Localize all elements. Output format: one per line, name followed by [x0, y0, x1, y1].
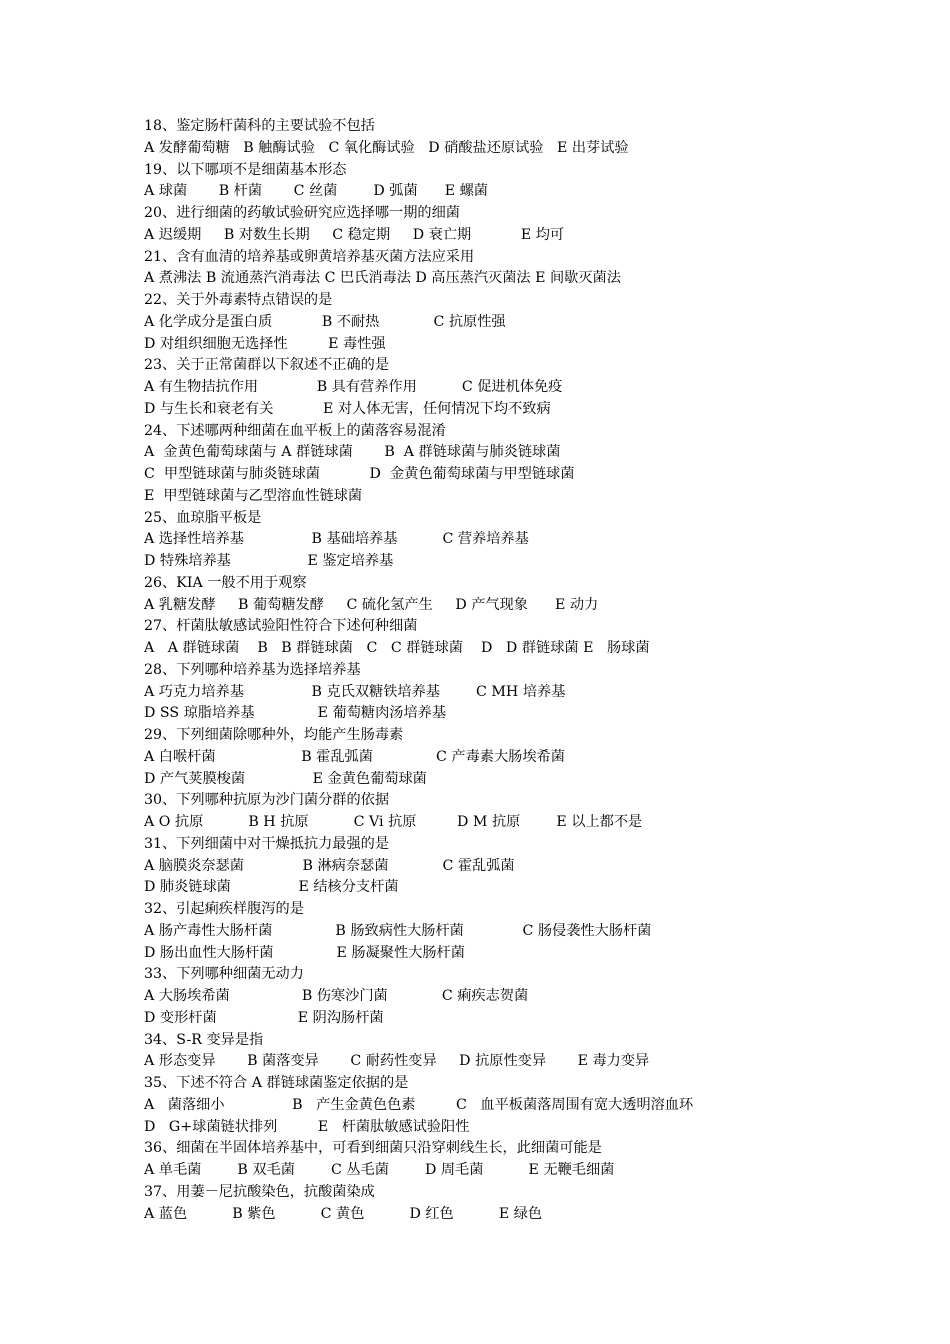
text-line: 33、下列哪种细菌无动力	[144, 966, 304, 983]
text-line: 21、含有血清的培养基或卵黄培养基灭菌方法应采用	[144, 248, 475, 265]
text-line: 34、S-R 变异是指	[144, 1031, 264, 1048]
text-line: A 单毛菌 B 双毛菌 C 丛毛菌 D 周毛菌 E 无鞭毛细菌	[144, 1162, 615, 1178]
text-line: A 有生物拮抗作用 B 具有营养作用 C 促进机体免疫	[144, 379, 563, 395]
text-line: 22、关于外毒素特点错误的是	[144, 292, 333, 308]
text-line: A O 抗原 B H 抗原 C Vi 抗原 D M 抗原 E 以上都不是	[144, 814, 643, 830]
text-line: C 甲型链球菌与肺炎链球菌 D 金黄色葡萄球菌与甲型链球菌	[144, 466, 575, 482]
text-line: D 变形杆菌 E 阴沟肠杆菌	[144, 1009, 384, 1026]
text-line: 31、下列细菌中对干燥抵抗力最强的是	[144, 835, 390, 852]
text-line: A 肠产毒性大肠杆菌 B 肠致病性大肠杆菌 C 肠侵袭性大肠杆菌	[144, 922, 652, 939]
text-line: A 白喉杆菌 B 霍乱弧菌 C 产毒素大肠埃希菌	[144, 748, 565, 765]
text-line: 20、进行细菌的药敏试验研究应选择哪一期的细菌	[144, 205, 460, 221]
text-line: A 脑膜炎奈瑟菌 B 淋病奈瑟菌 C 霍乱弧菌	[144, 857, 515, 874]
text-line: 35、下述不符合 A 群链球菌鉴定依据的是	[144, 1075, 409, 1091]
text-line: A 球菌 B 杆菌 C 丝菌 D 弧菌 E 螺菌	[144, 183, 488, 200]
text-line: D 肠出血性大肠杆菌 E 肠凝聚性大肠杆菌	[144, 944, 465, 961]
text-line: 30、下列哪种抗原为沙门菌分群的依据	[144, 792, 390, 809]
text-line: 24、下述哪两种细菌在血平板上的菌落容易混淆	[144, 422, 446, 439]
text-line: A 乳糖发酵 B 葡萄糖发酵 C 硫化氢产生 D 产气现象 E 动力	[144, 596, 599, 613]
text-line: D 特殊培养基 E 鉴定培养基	[144, 553, 394, 569]
text-line: 18、鉴定肠杆菌科的主要试验不包括	[144, 118, 375, 134]
text-line: A A 群链球菌 B B 群链球菌 C C 群链球菌 D D 群链球菌 E 肠球菌	[144, 640, 650, 656]
text-line: 32、引起痢疾样腹泻的是	[144, 901, 304, 917]
text-line: 19、以下哪项不是细菌基本形态	[144, 161, 347, 178]
text-line: D 与生长和衰老有关 E 对人体无害，任何情况下均不致病	[144, 400, 551, 417]
text-line: A 巧克力培养基 B 克氏双糖铁培养基 C MH 培养基	[144, 683, 566, 700]
text-line: D G+球菌链状排列 E 杆菌肽敏感试验阳性	[144, 1118, 470, 1135]
question-list	[144, 116, 824, 1225]
text-line: D 产气荚膜梭菌 E 金黄色葡萄球菌	[144, 770, 427, 787]
text-line: A 迟缓期 B 对数生长期 C 稳定期 D 衰亡期 E 均可	[144, 226, 565, 243]
text-line: A 选择性培养基 B 基础培养基 C 营养培养基	[144, 531, 529, 548]
text-line: 37、用萋－尼抗酸染色，抗酸菌染成	[144, 1183, 375, 1200]
text-line: A 发酵葡萄糖 B 触酶试验 C 氧化酶试验 D 硝酸盐还原试验 E 出芽试验	[144, 139, 629, 156]
text-line: 28、下列哪种培养基为选择培养基	[144, 661, 361, 678]
text-line: D 对组织细胞无选择性 E 毒性强	[144, 335, 386, 352]
text-line: A 大肠埃希菌 B 伤寒沙门菌 C 痢疾志贺菌	[144, 988, 529, 1004]
text-line: A 化学成分是蛋白质 B 不耐热 C 抗原性强	[144, 313, 506, 330]
text-line: 36、细菌在半固体培养基中，可看到细菌只沿穿刺线生长，此细菌可能是	[144, 1140, 602, 1157]
text-line: 29、下列细菌除哪种外，均能产生肠毒素	[144, 727, 404, 743]
text-line: 25、血琼脂平板是	[144, 509, 262, 526]
text-line: D SS 琼脂培养基 E 葡萄糖肉汤培养基	[144, 705, 447, 722]
text-line: 23、关于正常菌群以下叙述不正确的是	[144, 357, 390, 374]
text-line: 26、KIA 一般不用于观察	[144, 574, 307, 591]
text-line: A 蓝色 B 紫色 C 黄色 D 红色 E 绿色	[144, 1205, 543, 1222]
text-line: A 煮沸法 B 流通蒸汽消毒法 C 巴氏消毒法 D 高压蒸汽灭菌法 E 间歇灭菌法	[144, 270, 621, 287]
text-line: 27、杆菌肽敏感试验阳性符合下述何种细菌	[144, 618, 418, 635]
text-line: A 菌落细小 B 产生金黄色色素 C 血平板菌落周围有宽大透明溶血环	[144, 1096, 694, 1113]
text-line: A 金黄色葡萄球菌与 A 群链球菌 B A 群链球菌与肺炎链球菌	[144, 444, 561, 461]
text-line: E 甲型链球菌与乙型溶血性链球菌	[144, 487, 363, 504]
text-line: D 肺炎链球菌 E 结核分支杆菌	[144, 879, 399, 896]
text-line: A 形态变异 B 菌落变异 C 耐药性变异 D 抗原性变异 E 毒力变异	[144, 1053, 650, 1070]
